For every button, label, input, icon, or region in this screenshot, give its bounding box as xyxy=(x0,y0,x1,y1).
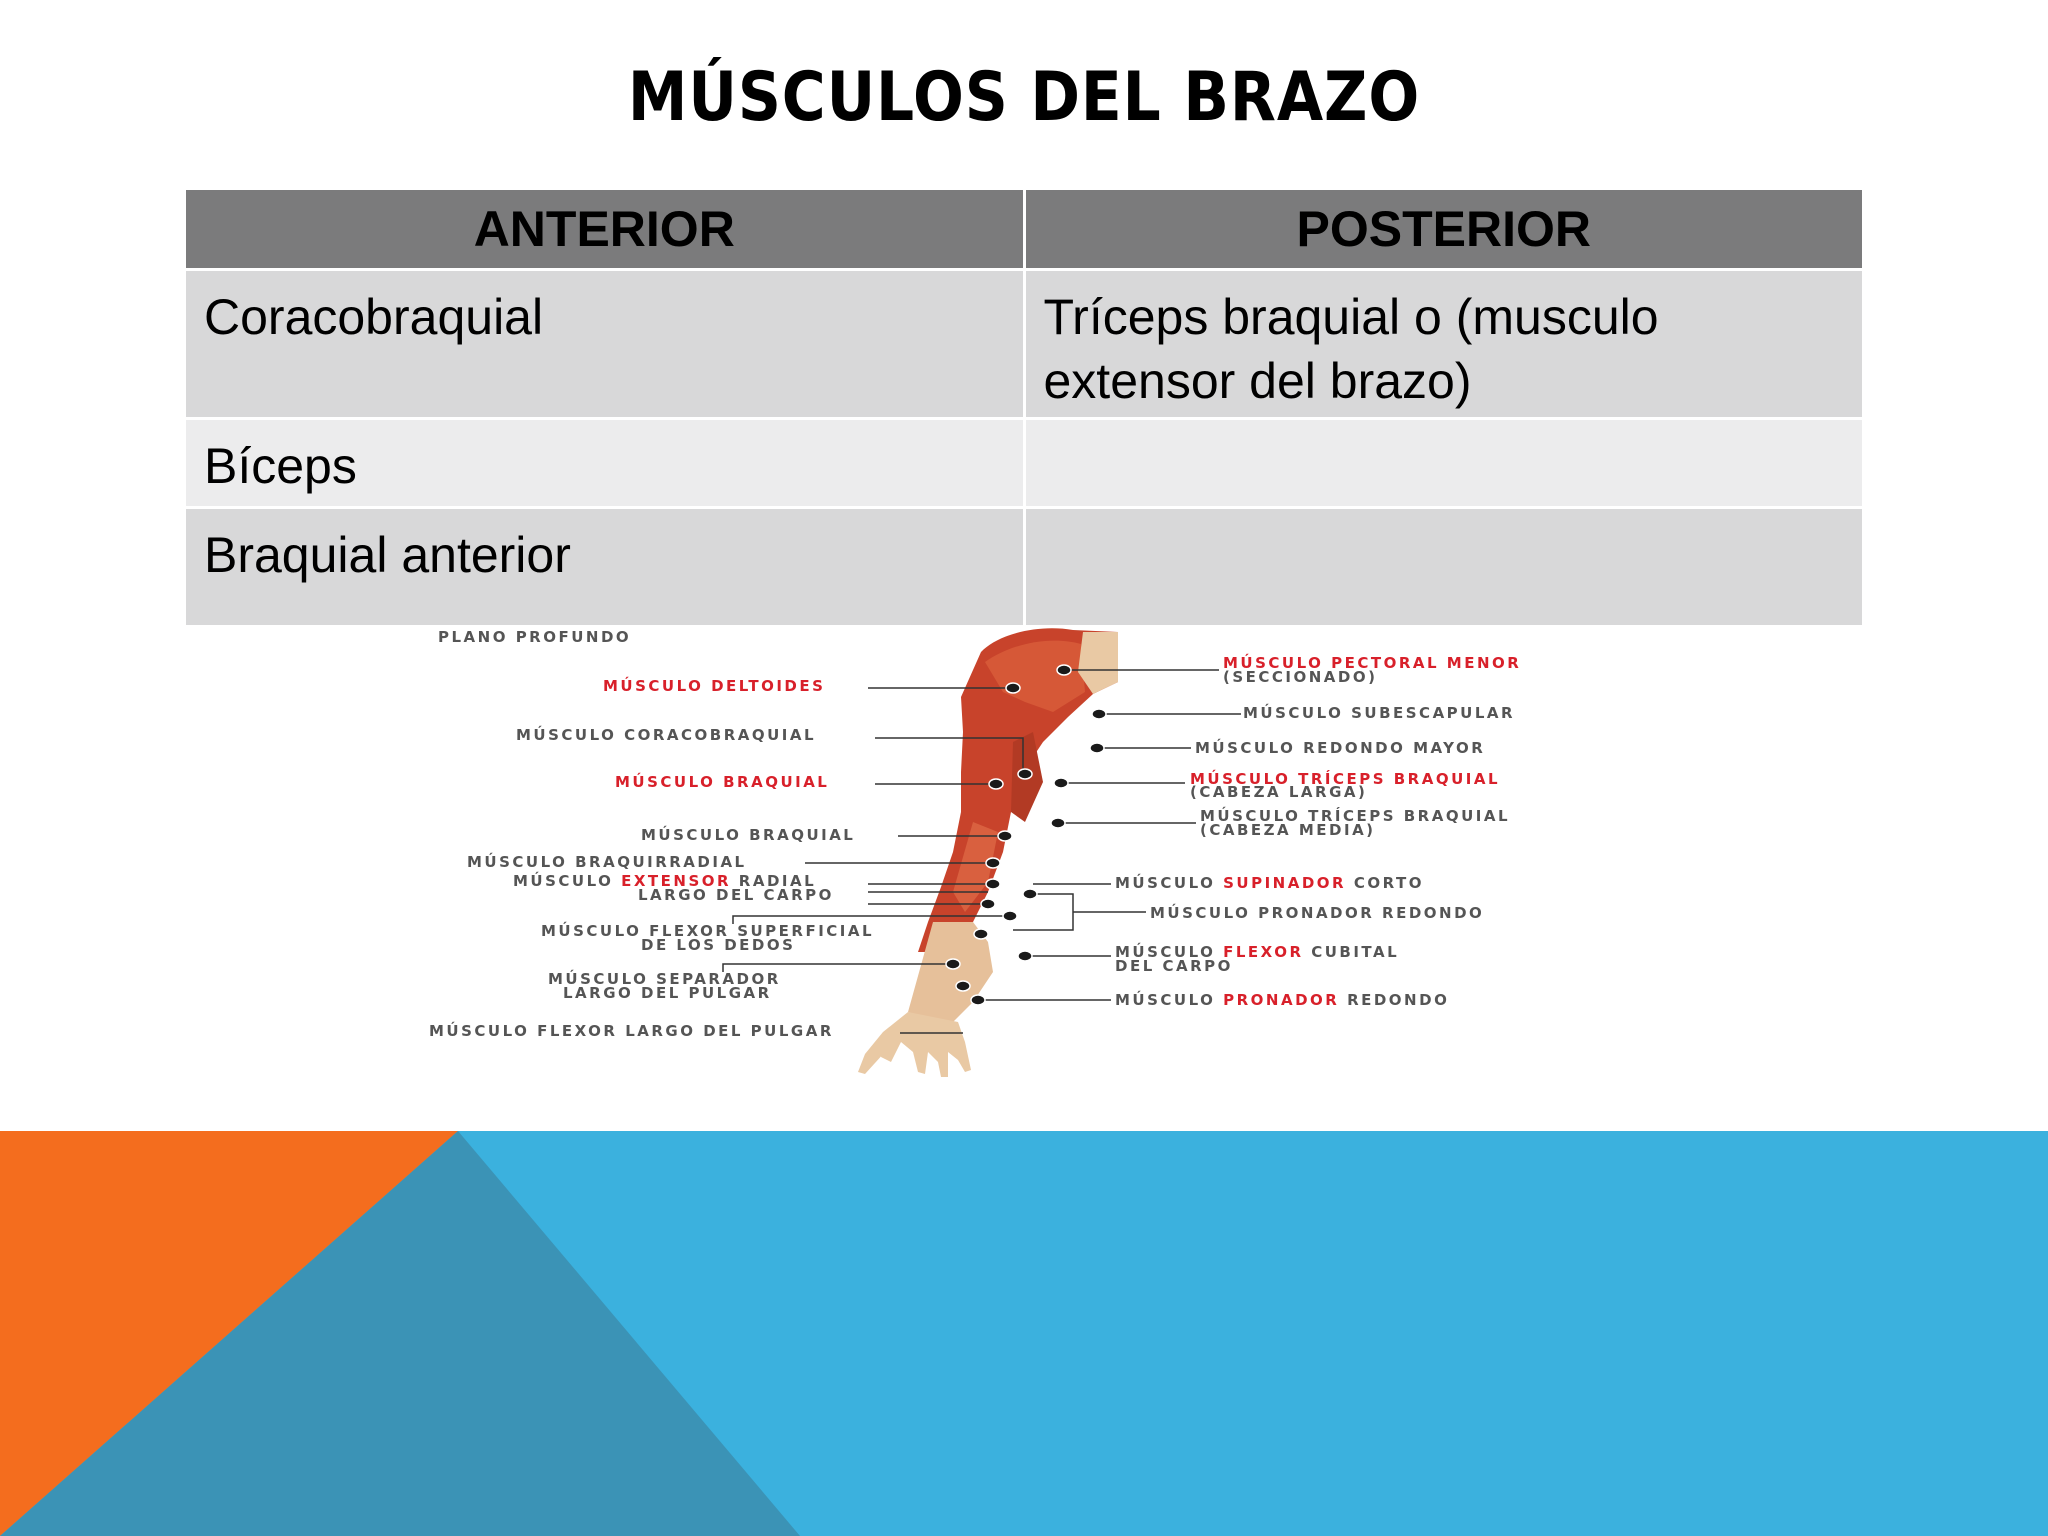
cell-posterior xyxy=(1024,419,1864,508)
label-supinador-prefix: MÚSCULO xyxy=(1115,874,1216,892)
label-flexor-cubital-2: DEL CARPO xyxy=(1115,957,1233,975)
arm-muscles-figure xyxy=(413,622,1618,1122)
table-row xyxy=(185,270,1864,419)
label-pronador2-suffix: REDONDO xyxy=(1347,991,1450,1009)
decorative-banner xyxy=(0,1131,2048,1536)
label-pronador2-red: PRONADOR xyxy=(1223,991,1340,1009)
label-extensor-suffix: RADIAL xyxy=(738,872,817,890)
label-pectoral-2: (SECCIONADO) xyxy=(1223,668,1378,686)
label-triceps-media-1: MÚSCULO TRÍCEPS BRAQUIAL xyxy=(1200,807,1511,825)
label-redondo-mayor: MÚSCULO REDONDO MAYOR xyxy=(1195,739,1486,757)
cell-anterior: Braquial anterior xyxy=(185,508,1025,627)
arm-drawing xyxy=(858,628,1118,1077)
label-subescapular: MÚSCULO SUBESCAPULAR xyxy=(1243,704,1516,722)
label-flexor-superficial-2: DE LOS DEDOS xyxy=(641,936,796,954)
label-extensor-prefix: MÚSCULO xyxy=(513,872,614,890)
label-pronador2-prefix: MÚSCULO xyxy=(1115,991,1216,1009)
label-pectoral-1: MÚSCULO PECTORAL MENOR xyxy=(1223,654,1522,672)
label-braquirradial: MÚSCULO BRAQUIRRADIAL xyxy=(467,853,747,871)
figure-heading: PLANO PROFUNDO xyxy=(438,628,632,646)
label-triceps-media-2: (CABEZA MEDIA) xyxy=(1200,821,1376,839)
label-extensor-red: EXTENSOR xyxy=(621,872,732,890)
arm-muscles-illustration xyxy=(413,622,1618,1122)
cell-anterior: Bíceps xyxy=(185,419,1025,508)
cell-posterior: Tríceps braquial o (musculo extensor del brazo) xyxy=(1024,270,1864,419)
cell-posterior xyxy=(1024,508,1864,627)
label-pronador-2 xyxy=(1115,990,1449,1009)
label-supinador xyxy=(1115,873,1424,892)
label-flexor-superficial-1: MÚSCULO FLEXOR SUPERFICIAL xyxy=(541,922,875,940)
label-braquial-red: MÚSCULO BRAQUIAL xyxy=(615,773,830,791)
label-supinador-red: SUPINADOR xyxy=(1223,874,1347,892)
label-flexor-largo: MÚSCULO FLEXOR LARGO DEL PULGAR xyxy=(429,1022,834,1040)
header-anterior: ANTERIOR xyxy=(185,189,1025,270)
label-flexor-red: FLEXOR xyxy=(1223,943,1304,961)
label-deltoides: MÚSCULO DELTOIDES xyxy=(603,677,826,695)
label-extensor-line2: LARGO DEL CARPO xyxy=(638,886,834,904)
table-row xyxy=(185,508,1864,627)
table-row xyxy=(185,419,1864,508)
label-braquial: MÚSCULO BRAQUIAL xyxy=(641,826,856,844)
muscles-table xyxy=(183,187,1865,628)
cell-anterior: Coracobraquial xyxy=(185,270,1025,419)
label-triceps-larga-2: (CABEZA LARGA) xyxy=(1190,783,1368,801)
header-posterior: POSTERIOR xyxy=(1024,189,1864,270)
label-separador-2: LARGO DEL PULGAR xyxy=(563,984,772,1002)
label-flexor-prefix: MÚSCULO xyxy=(1115,943,1216,961)
table-header-row xyxy=(185,189,1864,270)
label-pronador-redondo: MÚSCULO PRONADOR REDONDO xyxy=(1150,904,1485,922)
label-flexor-suffix: CUBITAL xyxy=(1311,943,1400,961)
label-supinador-suffix: CORTO xyxy=(1353,874,1424,892)
label-separador-1: MÚSCULO SEPARADOR xyxy=(548,970,781,988)
slide-title: MÚSCULOS DEL BRAZO xyxy=(627,58,1421,137)
label-coracobraquial: MÚSCULO CORACOBRAQUIAL xyxy=(516,726,817,744)
label-triceps-larga-1: MÚSCULO TRÍCEPS BRAQUIAL xyxy=(1190,770,1501,788)
